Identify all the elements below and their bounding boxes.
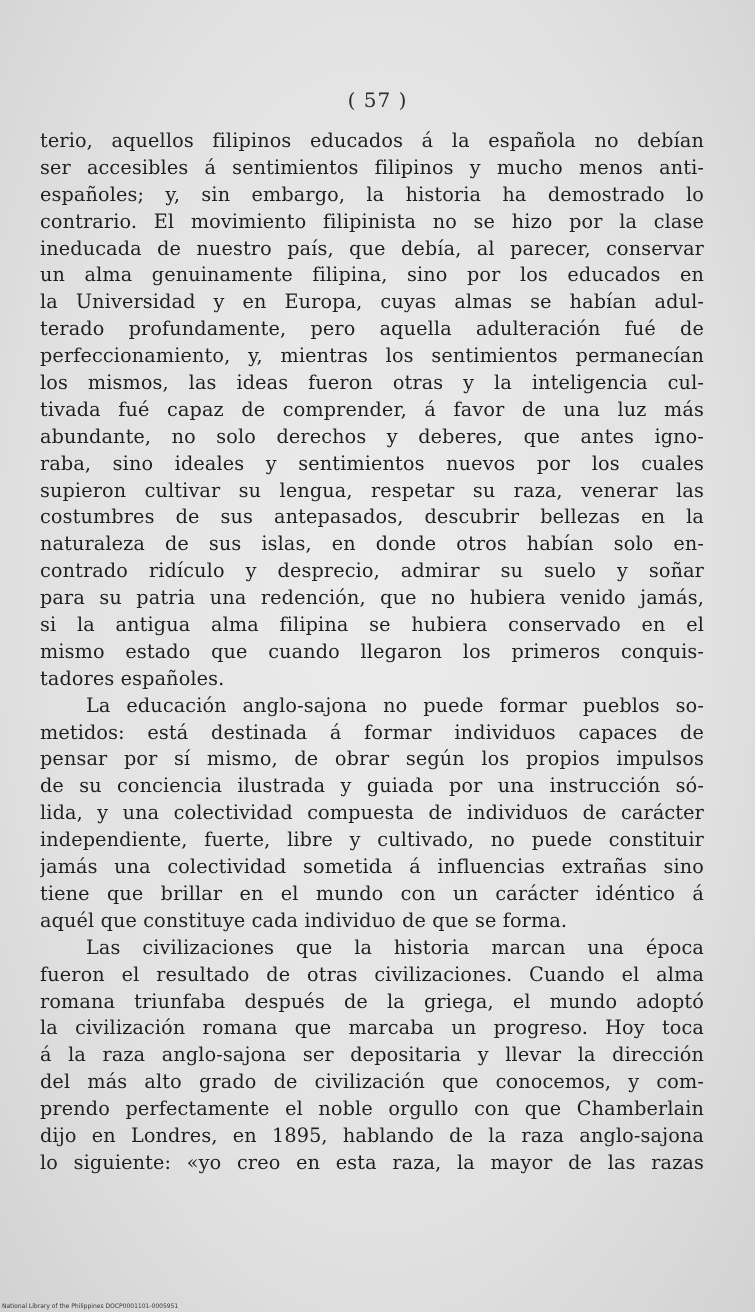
text-line: tadores españoles.: [40, 666, 225, 690]
text-line: tivada fué capaz de comprender, á favor de una luz más: [40, 397, 704, 421]
text-line: un alma genuinamente filipina, sino por los educados en: [40, 263, 704, 287]
text-line: naturaleza de sus islas, en donde otros habían solo en-: [40, 532, 704, 556]
text-line: para su patria una redención, que no hubiera venido jamás,: [40, 586, 704, 610]
text-line: de su conciencia ilustrada y guiada por una instrucción só-: [40, 774, 704, 798]
text-line: raba, sino ideales y sentimientos nuevos por los cuales: [40, 451, 704, 475]
text-line: independiente, fuerte, libre y cultivado, no puede constituir: [40, 828, 704, 852]
text-line: aquél que constituye cada individuo de que se forma.: [40, 908, 568, 932]
text-line: jamás una colectividad sometida á influencias extrañas sino: [40, 855, 704, 879]
paragraph-3: [40, 935, 704, 1177]
text-line: contrario. El movimiento filipinista no se hizo por la clase: [40, 209, 704, 233]
body-text: [40, 128, 704, 1177]
text-line: romana triunfaba después de la griega, el mundo adoptó: [40, 989, 704, 1013]
text-line: del más alto grado de civilización que conocemos, y com-: [40, 1070, 704, 1094]
text-line: mismo estado que cuando llegaron los primeros conquis-: [40, 639, 704, 663]
library-footer: National Library of the Philippines DOCP0001101-0005951: [2, 1303, 179, 1310]
text-line: costumbres de sus antepasados, descubrir bellezas en la: [40, 505, 704, 529]
text-line: Las civilizaciones que la historia marcan una época: [86, 935, 704, 959]
text-line: lo siguiente: «yo creo en esta raza, la mayor de las razas: [40, 1150, 704, 1174]
text-line: ser accesibles á sentimientos filipinos y mucho menos anti-: [40, 155, 704, 179]
text-line: la civilización romana que marcaba un progreso. Hoy toca: [40, 1016, 704, 1040]
text-line: la Universidad y en Europa, cuyas almas se habían adul-: [40, 290, 704, 314]
text-line: abundante, no solo derechos y deberes, que antes igno-: [40, 424, 704, 448]
text-line: españoles; y, sin embargo, la historia ha demostrado lo: [40, 182, 704, 206]
text-line: metidos: está destinada á formar individuos capaces de: [40, 720, 704, 744]
text-line: á la raza anglo-sajona ser depositaria y llevar la dirección: [40, 1043, 704, 1067]
text-line: terado profundamente, pero aquella adulteración fué de: [40, 317, 704, 341]
paragraph-1: [40, 128, 704, 693]
text-line: dijo en Londres, en 1895, hablando de la raza anglo-sajona: [40, 1123, 704, 1147]
text-line: terio, aquellos filipinos educados á la española no debían: [40, 129, 704, 152]
paragraph-2: [40, 693, 704, 935]
text-line: fueron el resultado de otras civilizaciones. Cuando el alma: [40, 962, 704, 986]
text-line: ineducada de nuestro país, que debía, al parecer, conservar: [40, 236, 704, 260]
text-line: si la antigua alma filipina se hubiera conservado en el: [40, 613, 704, 637]
text-line: los mismos, las ideas fueron otras y la inteligencia cul-: [40, 371, 704, 395]
text-line: prendo perfectamente el noble orgullo con que Chamberlain: [40, 1097, 704, 1121]
text-line: La educación anglo-sajona no puede formar pueblos so-: [86, 693, 704, 717]
page-number: ( 57 ): [347, 88, 408, 112]
text-line: tiene que brillar en el mundo con un carácter idéntico á: [40, 881, 704, 905]
text-line: supieron cultivar su lengua, respetar su raza, venerar las: [40, 478, 704, 502]
text-line: contrado ridículo y desprecio, admirar su suelo y soñar: [40, 559, 704, 583]
text-line: pensar por sí mismo, de obrar según los propios impulsos: [40, 747, 704, 771]
text-line: lida, y una colectividad compuesta de individuos de carácter: [40, 801, 704, 825]
text-line: perfeccionamiento, y, mientras los sentimientos permanecían: [40, 344, 704, 368]
